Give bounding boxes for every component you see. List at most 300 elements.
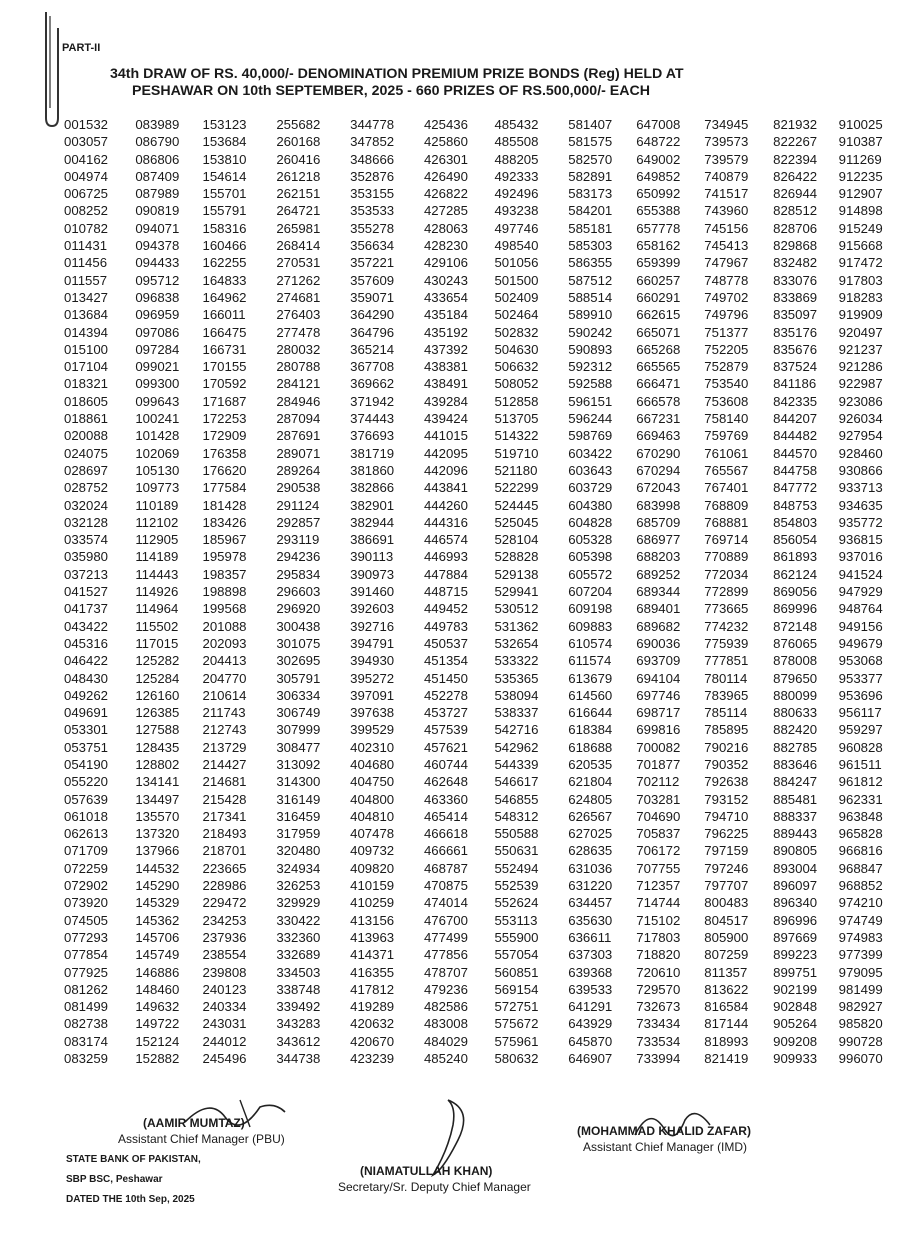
prize-number: 792638 <box>704 774 749 790</box>
prize-number: 011431 <box>64 238 108 254</box>
prize-number: 915249 <box>838 220 883 236</box>
prize-number: 956117 <box>838 705 882 721</box>
prize-number: 821419 <box>704 1051 749 1067</box>
prize-number: 690036 <box>636 635 681 651</box>
prize-number: 575961 <box>494 1033 539 1049</box>
prize-number: 592312 <box>568 359 613 375</box>
table-row <box>64 220 901 237</box>
prize-number: 588514 <box>568 289 613 305</box>
prize-number: 492333 <box>494 168 539 184</box>
prize-number: 902848 <box>773 999 818 1015</box>
prize-number: 081262 <box>64 981 109 997</box>
prize-number: 284946 <box>276 393 321 409</box>
prize-number: 404800 <box>350 791 395 807</box>
prize-number: 920497 <box>838 324 883 340</box>
prize-number: 833869 <box>773 289 818 305</box>
prize-number: 631220 <box>568 878 613 894</box>
prize-number: 743960 <box>704 203 749 219</box>
prize-number: 747967 <box>704 255 749 271</box>
prize-number: 603643 <box>568 462 613 478</box>
prize-number: 181428 <box>202 497 247 513</box>
table-row <box>64 133 901 150</box>
prize-number: 243031 <box>202 1016 247 1032</box>
prize-number: 024075 <box>64 445 109 461</box>
prize-number: 395272 <box>350 670 395 686</box>
prize-number: 768881 <box>704 514 749 530</box>
prize-number: 783965 <box>704 687 749 703</box>
prize-number: 268414 <box>276 238 321 254</box>
prize-number: 234253 <box>202 912 247 928</box>
prize-number: 238554 <box>202 947 247 963</box>
prize-number: 417812 <box>350 981 395 997</box>
prize-number: 589910 <box>568 307 613 323</box>
prize-number: 413156 <box>350 912 395 928</box>
prize-number: 888337 <box>773 808 818 824</box>
prize-number: 218493 <box>202 826 247 842</box>
prize-number: 485508 <box>494 134 539 150</box>
prize-number: 240123 <box>202 981 247 997</box>
prize-number: 662615 <box>636 307 681 323</box>
table-row <box>64 583 901 600</box>
prize-number: 842335 <box>773 393 818 409</box>
prize-number: 529138 <box>494 566 539 582</box>
prize-number: 211743 <box>202 705 246 721</box>
table-row <box>64 306 901 323</box>
prize-number: 265981 <box>276 220 321 236</box>
prize-number: 572751 <box>494 999 539 1015</box>
prize-number: 423239 <box>350 1051 395 1067</box>
prize-number: 977399 <box>838 947 883 963</box>
prize-number: 291124 <box>276 497 320 513</box>
prize-number: 314300 <box>276 774 321 790</box>
prize-number: 404750 <box>350 774 395 790</box>
prize-number: 392603 <box>350 601 395 617</box>
prize-number: 425860 <box>423 134 468 150</box>
prize-number: 386691 <box>350 532 395 548</box>
prize-number: 856054 <box>773 532 818 548</box>
prize-number: 926034 <box>838 411 883 427</box>
prize-number: 195978 <box>202 549 247 565</box>
prize-number: 381719 <box>350 445 395 461</box>
prize-number: 552624 <box>494 895 539 911</box>
prize-number: 053751 <box>64 739 109 755</box>
prize-number: 094378 <box>135 238 180 254</box>
prize-number: 128435 <box>135 739 180 755</box>
prize-number: 399529 <box>350 722 395 738</box>
table-row <box>64 237 901 254</box>
prize-number: 204413 <box>202 653 247 669</box>
prize-number: 223665 <box>202 860 247 876</box>
table-row <box>64 652 901 669</box>
prize-number: 498540 <box>494 238 539 254</box>
prize-number: 811357 <box>704 964 748 980</box>
prize-number: 821932 <box>773 117 818 132</box>
prize-number: 611574 <box>568 653 612 669</box>
prize-number: 484029 <box>423 1033 468 1049</box>
prize-number: 013684 <box>64 307 109 323</box>
prize-number: 390113 <box>350 549 394 565</box>
prize-number: 427285 <box>423 203 468 219</box>
prize-number: 306334 <box>276 687 321 703</box>
prize-number: 468787 <box>423 860 468 876</box>
prize-number: 420632 <box>350 1016 395 1032</box>
prize-number: 338748 <box>276 981 321 997</box>
prize-number: 166011 <box>202 307 246 323</box>
prize-number: 702112 <box>636 774 680 790</box>
prize-number: 624805 <box>568 791 613 807</box>
table-row <box>64 808 901 825</box>
prize-number: 438491 <box>423 376 468 392</box>
prize-number: 043422 <box>64 618 109 634</box>
prize-number: 609883 <box>568 618 613 634</box>
prize-number: 896340 <box>773 895 818 911</box>
prize-number: 255682 <box>276 117 321 132</box>
prize-number: 177584 <box>202 480 247 496</box>
prize-number: 371942 <box>350 393 395 409</box>
prize-number: 149722 <box>135 1016 180 1032</box>
prize-number: 880633 <box>773 705 818 721</box>
prize-number: 780114 <box>704 670 748 686</box>
prize-number: 083989 <box>135 117 180 132</box>
prize-number: 004162 <box>64 151 109 167</box>
prize-number: 704690 <box>636 808 681 824</box>
prize-number: 170592 <box>202 376 247 392</box>
prize-number: 127588 <box>135 722 180 738</box>
prize-number: 872148 <box>773 618 818 634</box>
prize-number: 512858 <box>494 393 539 409</box>
table-row <box>64 981 901 998</box>
prize-number: 280788 <box>276 359 321 375</box>
table-row <box>64 670 901 687</box>
prize-number: 960828 <box>838 739 883 755</box>
prize-number: 959297 <box>838 722 883 738</box>
prize-number: 869996 <box>773 601 818 617</box>
prize-number: 665071 <box>636 324 681 340</box>
prize-number: 449783 <box>423 618 468 634</box>
prize-number: 919909 <box>838 307 883 323</box>
prize-number: 800483 <box>704 895 749 911</box>
table-row <box>64 358 901 375</box>
prize-number: 912907 <box>838 186 883 202</box>
prize-number: 921286 <box>838 359 883 375</box>
prize-number: 569154 <box>494 981 539 997</box>
prize-number: 439284 <box>423 393 468 409</box>
prize-number: 293119 <box>276 532 320 548</box>
prize-number: 308477 <box>276 739 321 755</box>
table-row <box>64 289 901 306</box>
prize-number: 639533 <box>568 981 613 997</box>
table-row <box>64 324 901 341</box>
prize-number: 316459 <box>276 808 321 824</box>
title-line-1: 34th DRAW OF RS. 40,000/- DENOMINATION PREMIUM PRIZE BONDS (Reg) HELD AT <box>110 66 684 82</box>
prize-number: 905264 <box>773 1016 818 1032</box>
prize-number: 604380 <box>568 497 613 513</box>
prize-number: 262151 <box>276 186 321 202</box>
prize-number: 202093 <box>202 635 247 651</box>
prize-number: 214427 <box>202 756 247 772</box>
prize-number: 125284 <box>135 670 180 686</box>
prize-number: 745413 <box>704 238 749 254</box>
prize-number: 770889 <box>704 549 749 565</box>
prize-number: 555900 <box>494 929 539 945</box>
prize-number: 482586 <box>423 999 468 1015</box>
prize-number: 974983 <box>838 929 883 945</box>
prize-number: 844482 <box>773 428 818 444</box>
prize-number: 145362 <box>135 912 180 928</box>
signatory-right-name: (MOHAMMAD KHALID ZAFAR) <box>577 1124 751 1138</box>
prize-number: 560851 <box>494 964 539 980</box>
prize-number: 382901 <box>350 497 395 513</box>
prize-number: 818993 <box>704 1033 749 1049</box>
prize-number: 099021 <box>135 359 180 375</box>
prize-number: 897669 <box>773 929 818 945</box>
prize-number: 553113 <box>494 912 538 928</box>
prize-number: 884247 <box>773 774 818 790</box>
prize-number: 797707 <box>704 878 749 894</box>
prize-number: 041527 <box>64 584 109 600</box>
prize-number: 720610 <box>636 964 681 980</box>
prize-number: 961812 <box>838 774 883 790</box>
prize-number: 110189 <box>135 497 179 513</box>
prize-number: 621804 <box>568 774 613 790</box>
page-title <box>110 66 760 100</box>
prize-number: 917803 <box>838 272 883 288</box>
prize-number: 353533 <box>350 203 395 219</box>
table-row <box>64 687 901 704</box>
part-label: PART-II <box>62 42 101 54</box>
prize-number: 072259 <box>64 860 109 876</box>
prize-number: 228986 <box>202 878 247 894</box>
prize-number: 699816 <box>636 722 681 738</box>
prize-number: 646907 <box>568 1051 613 1067</box>
prize-number: 504630 <box>494 341 539 357</box>
prize-number: 356634 <box>350 238 395 254</box>
prize-number: 598769 <box>568 428 613 444</box>
prize-number: 733434 <box>636 1016 681 1032</box>
prize-number: 775939 <box>704 635 749 651</box>
prize-number: 822267 <box>773 134 818 150</box>
prize-number: 752879 <box>704 359 749 375</box>
prize-number: 153123 <box>202 117 247 132</box>
prize-number: 765567 <box>704 462 749 478</box>
prize-number: 032128 <box>64 514 109 530</box>
prize-number: 271262 <box>276 272 321 288</box>
prize-number: 953068 <box>838 653 883 669</box>
prize-number: 835176 <box>773 324 818 340</box>
prize-number: 835676 <box>773 341 818 357</box>
prize-number: 077854 <box>64 947 109 963</box>
prize-number: 135570 <box>135 808 180 824</box>
prize-number: 090819 <box>135 203 180 219</box>
prize-number: 618688 <box>568 739 613 755</box>
prize-number: 826944 <box>773 186 818 202</box>
prize-number: 296603 <box>276 584 321 600</box>
prize-number: 329929 <box>276 895 321 911</box>
prize-number: 968847 <box>838 860 883 876</box>
prize-number: 287691 <box>276 428 321 444</box>
prize-number: 332360 <box>276 929 321 945</box>
prize-number: 785895 <box>704 722 749 738</box>
prize-number: 048430 <box>64 670 109 686</box>
prize-number: 260168 <box>276 134 321 150</box>
table-row <box>64 756 901 773</box>
table-row <box>64 721 901 738</box>
prize-number: 344738 <box>276 1051 321 1067</box>
prize-number: 413963 <box>350 929 395 945</box>
prize-number: 538337 <box>494 705 539 721</box>
prize-number: 154614 <box>202 168 247 184</box>
prize-number: 502409 <box>494 289 539 305</box>
prize-number: 902199 <box>773 981 818 997</box>
prize-number: 343612 <box>276 1033 321 1049</box>
signatory-center-title: Secretary/Sr. Deputy Chief Manager <box>338 1180 531 1194</box>
prize-number: 441015 <box>423 428 468 444</box>
prize-number: 101428 <box>135 428 180 444</box>
signatory-left-title: Assistant Chief Manager (PBU) <box>118 1132 285 1146</box>
prize-number: 433654 <box>423 289 468 305</box>
prize-number: 426301 <box>423 151 468 167</box>
prize-number: 609198 <box>568 601 613 617</box>
table-row <box>64 427 901 444</box>
prize-number: 054190 <box>64 756 109 772</box>
prize-number: 376693 <box>350 428 395 444</box>
prize-number: 483008 <box>423 1016 468 1032</box>
prize-number: 476700 <box>423 912 468 928</box>
prize-number: 670294 <box>636 462 681 478</box>
table-row <box>64 445 901 462</box>
prize-number: 364796 <box>350 324 395 340</box>
prize-number: 166731 <box>202 341 247 357</box>
prize-number: 910025 <box>838 117 883 132</box>
prize-number: 429106 <box>423 255 468 271</box>
prize-number: 428063 <box>423 220 468 236</box>
prize-number: 057639 <box>64 791 109 807</box>
prize-number: 274681 <box>276 289 321 305</box>
prize-number: 094071 <box>135 220 180 236</box>
table-row <box>64 635 901 652</box>
prize-number: 546617 <box>494 774 539 790</box>
prize-number: 326253 <box>276 878 321 894</box>
prize-number: 620535 <box>568 756 613 772</box>
prize-number: 715102 <box>636 912 681 928</box>
prize-number: 732673 <box>636 999 681 1015</box>
prize-number: 102069 <box>135 445 180 461</box>
prize-number: 485432 <box>494 117 539 132</box>
prize-number: 392716 <box>350 618 395 634</box>
table-row <box>64 739 901 756</box>
prize-number: 164833 <box>202 272 247 288</box>
prize-number: 883646 <box>773 756 818 772</box>
prize-number: 614560 <box>568 687 613 703</box>
prize-number: 922987 <box>838 376 883 392</box>
prize-number: 582570 <box>568 151 613 167</box>
prize-number: 055220 <box>64 774 109 790</box>
prize-number: 008252 <box>64 203 109 219</box>
prize-number: 447884 <box>423 566 468 582</box>
prize-number: 745156 <box>704 220 749 236</box>
prize-number: 928460 <box>838 445 883 461</box>
prize-number: 689401 <box>636 601 681 617</box>
prize-number: 435192 <box>423 324 468 340</box>
prize-number: 996070 <box>838 1051 883 1067</box>
prize-number: 769714 <box>704 532 749 548</box>
prize-number: 848753 <box>773 497 818 513</box>
prize-number: 477499 <box>423 929 468 945</box>
prize-number: 650992 <box>636 186 681 202</box>
prize-number: 862124 <box>773 566 818 582</box>
prize-number: 097086 <box>135 324 180 340</box>
prize-number: 861893 <box>773 549 818 565</box>
prize-number: 581575 <box>568 134 613 150</box>
prize-number: 816584 <box>704 999 749 1015</box>
prize-number: 927954 <box>838 428 883 444</box>
prize-number: 844207 <box>773 411 818 427</box>
prize-number: 933713 <box>838 480 883 496</box>
prize-number: 844570 <box>773 445 818 461</box>
prize-number: 353155 <box>350 186 395 202</box>
prize-number: 444316 <box>423 514 468 530</box>
prize-number: 700082 <box>636 739 681 755</box>
prize-number: 210614 <box>202 687 247 703</box>
prize-number: 344778 <box>350 117 395 132</box>
prize-number: 685709 <box>636 514 681 530</box>
prize-number: 152882 <box>135 1051 180 1067</box>
prize-number: 941524 <box>838 566 883 582</box>
prize-number: 457621 <box>423 739 468 755</box>
prize-number: 508052 <box>494 376 539 392</box>
prize-number: 280032 <box>276 341 321 357</box>
prize-number: 369662 <box>350 376 395 392</box>
prize-number: 172253 <box>202 411 247 427</box>
prize-number: 582891 <box>568 168 613 184</box>
table-row <box>64 116 901 133</box>
prize-number: 739579 <box>704 151 749 167</box>
prize-number: 822394 <box>773 151 818 167</box>
prize-number: 707755 <box>636 860 681 876</box>
prize-number: 442095 <box>423 445 468 461</box>
table-row <box>64 946 901 963</box>
prize-number: 442096 <box>423 462 468 478</box>
table-row <box>64 618 901 635</box>
prize-number: 772034 <box>704 566 749 582</box>
table-row <box>64 566 901 583</box>
prize-number: 148460 <box>135 981 180 997</box>
prize-number: 493238 <box>494 203 539 219</box>
table-row <box>64 964 901 981</box>
prize-number: 847772 <box>773 480 818 496</box>
prize-number: 276403 <box>276 307 321 323</box>
prize-number: 112102 <box>135 514 179 530</box>
prize-number: 450537 <box>423 635 468 651</box>
prize-number: 962331 <box>838 791 883 807</box>
table-row <box>64 773 901 790</box>
prize-number: 605328 <box>568 532 613 548</box>
prize-number: 049262 <box>64 687 109 703</box>
prize-number: 466661 <box>423 843 468 859</box>
prize-number: 407478 <box>350 826 395 842</box>
prize-number: 590242 <box>568 324 613 340</box>
prize-number: 198898 <box>202 584 247 600</box>
prize-number: 914898 <box>838 203 883 219</box>
prize-number: 581407 <box>568 117 613 132</box>
prize-number: 689252 <box>636 566 681 582</box>
prize-number: 628635 <box>568 843 613 859</box>
prize-number: 749796 <box>704 307 749 323</box>
table-row <box>64 272 901 289</box>
prize-number: 390973 <box>350 566 395 582</box>
prize-number: 032024 <box>64 497 109 513</box>
prize-number: 706172 <box>636 843 681 859</box>
